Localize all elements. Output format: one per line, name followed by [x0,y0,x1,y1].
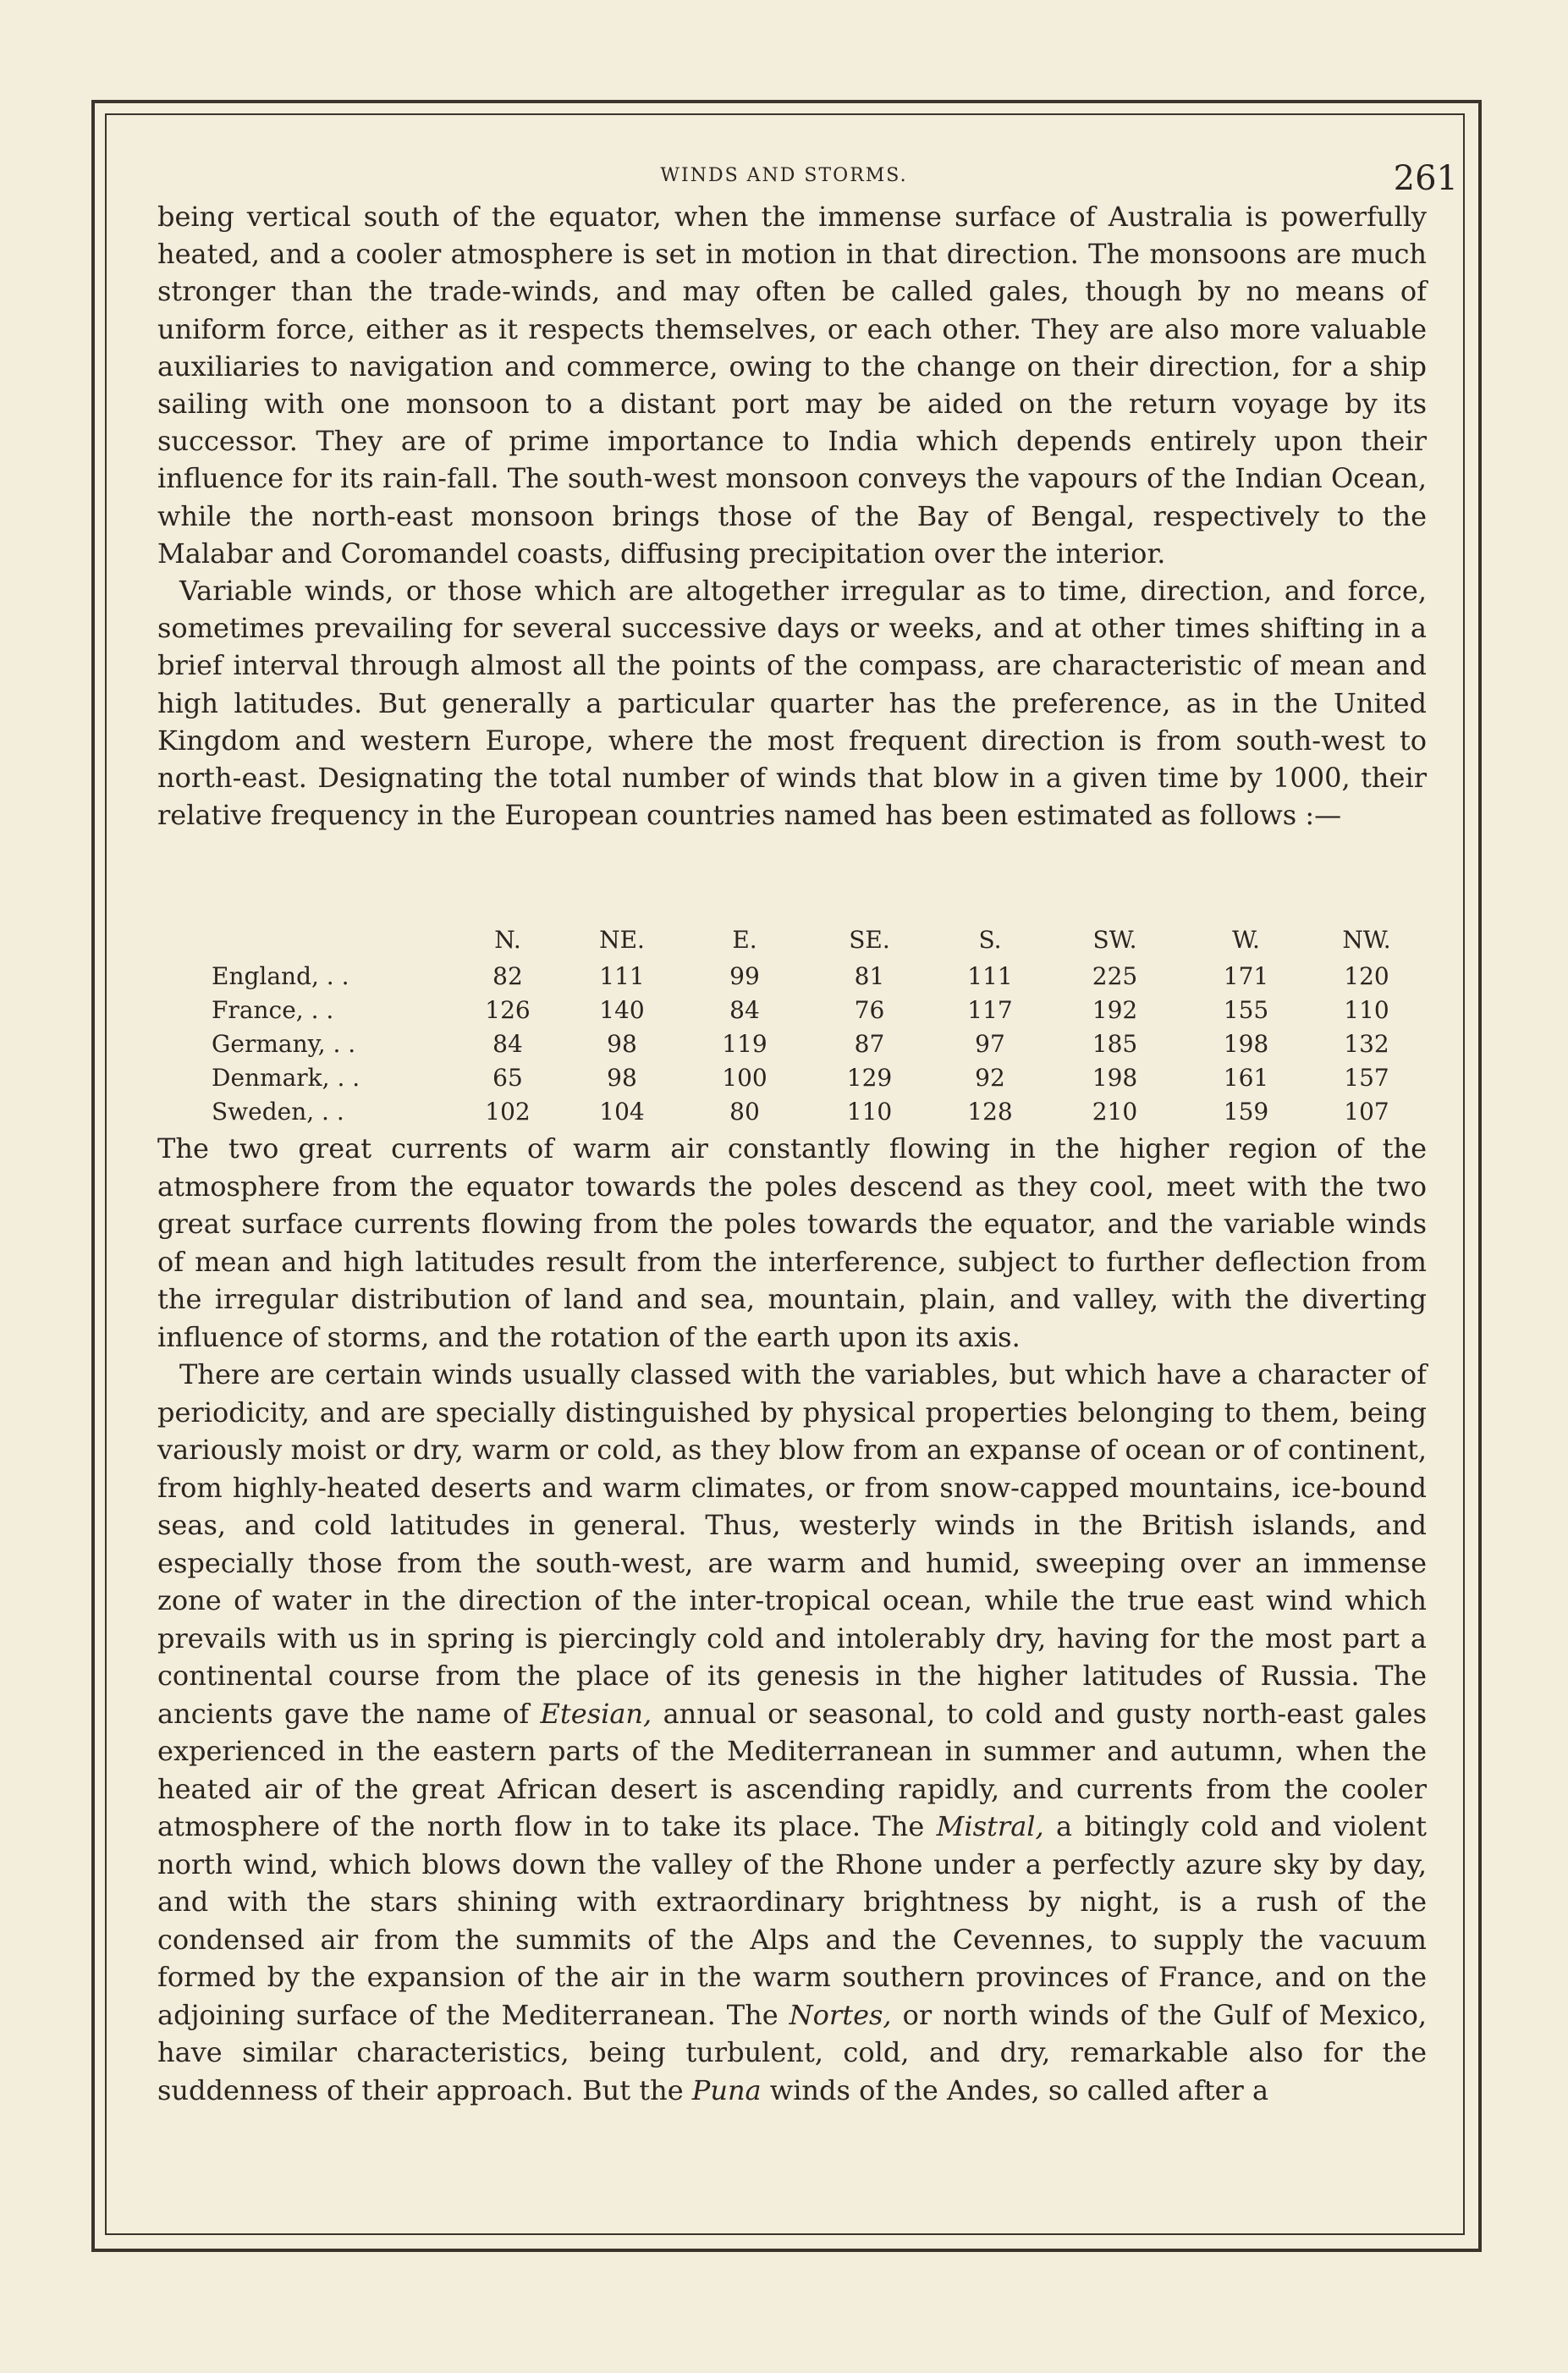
table-cell: 171 [1223,961,1269,990]
paragraph-variable-winds: Variable winds, or those which are altogether irregular as to time, direction, and force, sometimes prevailing for several successive days or weeks, and at other times shifting in a brief interval through almost all the points of the compass, are characteristic of mean and high latitudes. But generally a particular quarter has the preference, as in the United Kingdom and western Europe, where the most frequent direction is from south-west to north-east. Designating the total number of winds that blow in a given time by 1000, their relative frequency in the European countries named has been estimated as follows :— [157,575,1427,832]
table-cell: 98 [607,1029,637,1058]
header-cell: N. [494,925,521,954]
table-cell: 82 [492,961,523,990]
table-cell: 111 [967,961,1013,990]
body-text-top [157,198,1427,834]
table-cell: 107 [1344,1097,1389,1126]
wind-frequency-table [212,920,1426,1128]
table-cell: 159 [1223,1097,1269,1126]
table-cell: 100 [722,1063,767,1092]
table-cell: 84 [492,1029,523,1058]
table-cell: 97 [975,1029,1005,1058]
country-label: Denmark, . . [212,1063,360,1092]
header-cell: SW. [1092,925,1137,954]
table-cell: 102 [485,1097,531,1126]
country-label: England, . . [212,961,349,990]
table-cell: 80 [729,1097,760,1126]
table-cell: 120 [1344,961,1389,990]
body-text-bottom [157,1130,1427,2109]
country-label: France, . . [212,995,334,1024]
table-cell: 129 [846,1063,893,1092]
table-row [212,959,1426,993]
table-cell: 92 [975,1063,1005,1092]
paragraph-monsoons: being vertical south of the equator, when the immense surface of Australia is powerfully heated, and a cooler atmosphere is set in motion in that direction. The monsoons are much stronger than the trade-winds, and may often be called gales, though by no means of uniform force, either as it respects themselves, or each other. They are also more valuable auxiliaries to navigation and commerce, owing to the change on their direction, for a ship sailing with one monsoon to a distant port may be aided on the return voyage by its successor. They are of prime importance to India which depends entirely upon their influence for its rain-fall. The south-west monsoon conveys the vapours of the Indian Ocean, while the north-east monsoon brings those of the Bay of Bengal, respectively to the Malabar and Coromandel coasts, diffusing precipitation over the interior. [157,201,1427,570]
page-number: 261 [1393,159,1458,198]
header-cell: E. [732,925,757,954]
table-cell: 76 [854,995,885,1024]
table-cell: 225 [1092,961,1138,990]
term-etesian: Etesian, [540,1697,652,1730]
table-cell: 192 [1092,995,1138,1024]
table-cell: 132 [1344,1029,1389,1058]
header-cell: NE. [599,925,645,954]
table-cell: 185 [1092,1029,1138,1058]
text-run: annual or seasonal, to cold and gusty north-east gales experienced in the eastern parts of the Mediterranean in summer and autumn, when the heated air of the great African desert is ascending rapidly, and currents from the cooler atmosphere of the north flow in to take its place. The [157,1697,1427,1842]
table-corner [212,920,457,959]
country-label: Germany, . . [212,1029,356,1058]
table-cell: 157 [1344,1063,1389,1092]
running-title: WINDS AND STORMS. [660,165,908,186]
header-cell: NW. [1342,925,1391,954]
text-run: winds of the Andes, so called after a [761,2073,1269,2106]
term-mistral: Mistral, [936,1810,1044,1842]
term-nortes: Nortes, [789,1998,892,2031]
table-cell: 111 [599,961,645,990]
table-row [212,993,1426,1027]
table-cell: 161 [1223,1063,1269,1092]
table-cell: 210 [1092,1097,1138,1126]
header-cell: SE. [849,925,890,954]
table-cell: 110 [1344,995,1389,1024]
table-row [212,1027,1426,1060]
table-cell: 155 [1223,995,1269,1024]
table-cell: 128 [967,1097,1013,1126]
text-run: There are certain winds usually classed with the variables, but which have a character of periodicity, and are specially distinguished by physical properties belonging to them, being variously moist or dry, warm or cold, as they blow from an expanse of ocean or of continent, from highly-heated deserts and warm climates, or from snow-capped mountains, ice-bound seas, and cold latitudes in general. Thus, westerly winds in the British islands, and especially those from the south-west, are warm and humid, sweeping over an immense zone of water in the direction of the inter-tropical ocean, while the true east wind which prevails with us in spring is piercingly cold and intolerably dry, having for the most part a continental course from the place of its genesis in the higher latitudes of Russia. The ancients gave the name of [157,1358,1427,1730]
table-cell: 140 [599,995,645,1024]
table-cell: 117 [967,995,1013,1024]
table-cell: 126 [485,995,531,1024]
table-cell: 84 [729,995,760,1024]
table-row [212,1060,1426,1094]
table-cell: 198 [1092,1063,1138,1092]
header-cell: W. [1232,925,1260,954]
table-cell: 99 [729,961,760,990]
header-cell: S. [978,925,1002,954]
table-cell: 119 [722,1029,767,1058]
term-puna: Puna [691,2073,762,2106]
table-cell: 110 [846,1097,893,1126]
paragraph-currents: The two great currents of warm air constantly flowing in the higher region of the atmosphere from the equator towards the poles descend as they cool, meet with the two great surface currents flowing from the poles towards the equator, and the variable winds of mean and high latitudes result from the interference, subject to further deflection from the irregular distribution of land and sea, mountain, plain, and valley, with the diverting influence of storms, and the rotation of the earth upon its axis. [157,1132,1427,1353]
table-cell: 104 [599,1097,645,1126]
country-label: Sweden, . . [212,1097,344,1126]
table-cell: 87 [854,1029,885,1058]
table-cell: 198 [1223,1029,1269,1058]
table-cell: 98 [607,1063,637,1092]
paragraph-periodic-winds [157,1356,1427,2109]
text-run: a bitingly cold and violent north wind, which blows down the valley of the Rhone under a perfectly azure sky by day, and with the stars shining with extraordinary brightness by night, is a rush of the condensed air from the summits of the Alps and the Cevennes, to supply the vacuum formed by the expansion of the air in the warm southern provinces of France, and on the adjoining surface of the Mediterranean. The [157,1810,1428,2031]
table-cell: 65 [492,1063,523,1092]
table-row [212,1094,1426,1128]
table-cell: 81 [854,961,885,990]
text-run: or north winds of the Gulf of Mexico, have similar characteristics, being turbulent, cold, and dry, remarkable also for the suddenness of their approach. But the [157,1998,1428,2106]
table-header-row [212,920,1426,959]
